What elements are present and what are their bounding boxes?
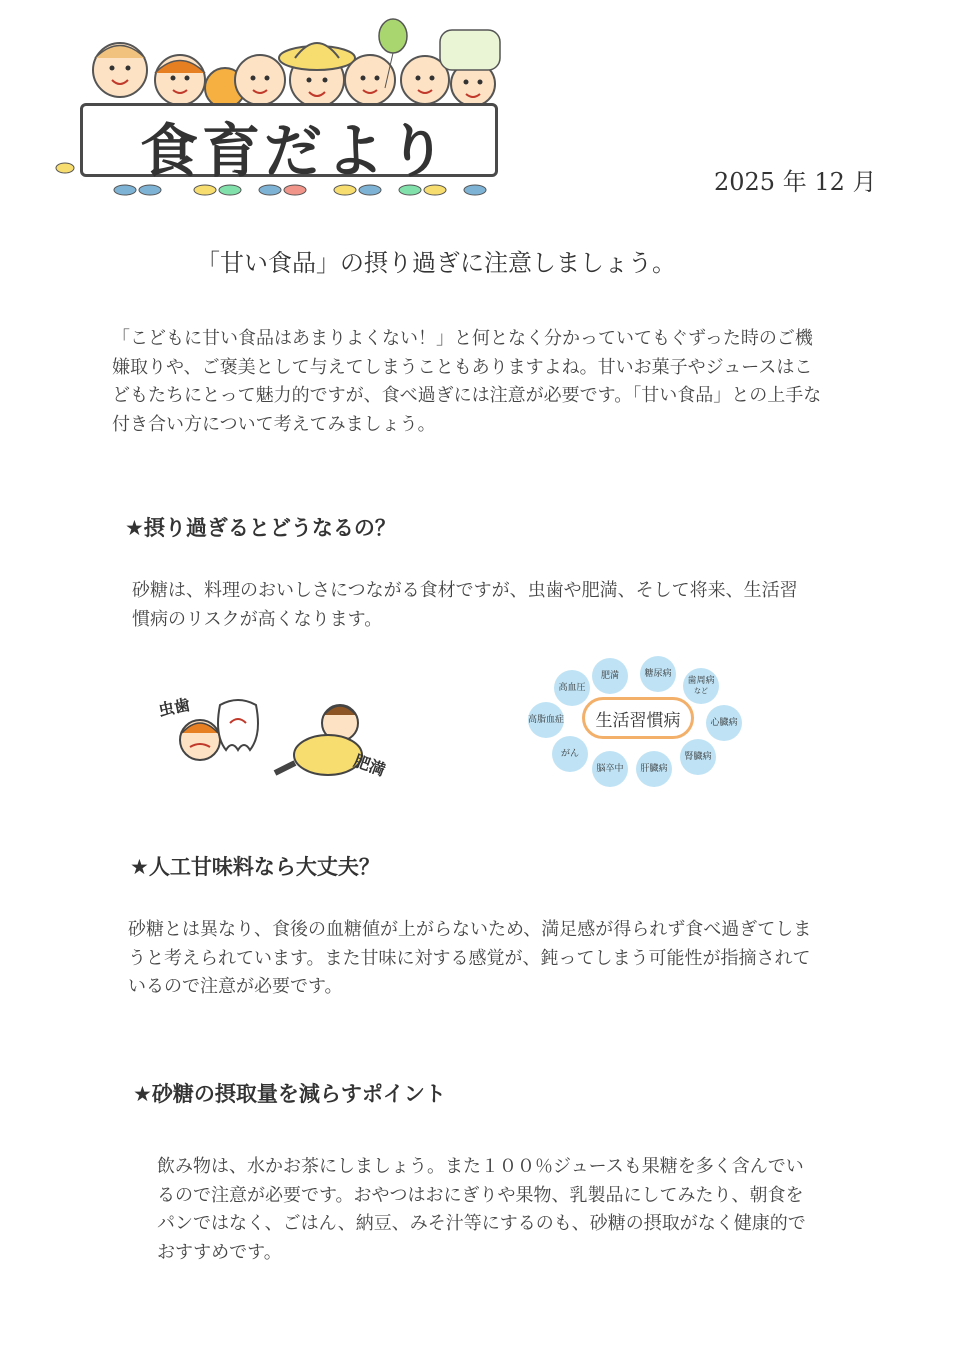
obesity-label: 肥満	[351, 751, 388, 780]
center-lifestyle-disease: 生活習慣病	[582, 697, 694, 739]
issue-date: 2025 年 12 月	[714, 168, 877, 196]
periodontal-sub: など	[694, 687, 708, 695]
bubble-stroke: 脳卒中	[592, 751, 628, 787]
bubble-liver: 肝臓病	[636, 751, 672, 787]
section-heading-artificial-sweetener: ★人工甘味料なら大丈夫？	[130, 855, 380, 879]
section-body-reduce-sugar: 飲み物は、水かお茶にしましょう。また１００％ジュースも果糖を多く含んでいるので注意が必要です。おやつはおにぎりや果物、乳製品にしてみたり、朝食をパンではなく、ごはん、納豆、みそ汁等にするのも、砂糖の摂取がなく健康的でおすすめです。	[157, 1156, 806, 1263]
bubble-lipid: 高脂血症	[528, 702, 564, 738]
cavity-label: 虫歯	[156, 694, 192, 721]
bubble-periodontal	[683, 668, 719, 704]
bubble-diabetes: 糖尿病	[640, 656, 676, 692]
bubble-obesity: 肥満	[592, 658, 628, 694]
periodontal-text: 歯周病	[687, 676, 715, 686]
newsletter-title: 食育だより	[140, 117, 451, 185]
section-body-artificial-sweetener: 砂糖とは異なり、食後の血糖値が上がらないため、満足感が得られず食べ過ぎてしまうと考えられています。また甘味に対する感覚が、鈍ってしまう可能性が指摘されているので注意が必要です。	[128, 919, 812, 997]
bubble-cancer: がん	[552, 736, 588, 772]
section-heading-overconsumption: ★摂り過ぎるとどうなるの？	[125, 516, 396, 540]
section-body-overconsumption: 砂糖は、料理のおいしさにつながる食材ですが、虫歯や肥満、そして将来、生活習慣病のリスクが高くなります。	[132, 580, 798, 630]
bubble-heart: 心臓病	[706, 705, 742, 741]
intro-paragraph: 「こどもに甘い食品はあまりよくない！」と何となく分かっていてもぐずった時のご機嫌取りや、ご褒美として与えてしまうこともありますよね。甘いお菓子やジュースはこどもたちにとって魅力的ですが、食べ過ぎには注意が必要です。「甘い食品」との上手な付き合い方について考えてみましょう。	[112, 328, 822, 435]
cavity-obesity-illustration	[150, 685, 410, 795]
bubble-kidney: 腎臓病	[680, 739, 716, 775]
lifestyle-disease-diagram	[520, 650, 760, 790]
section-heading-reduce-sugar: ★砂糖の摂取量を減らすポイント	[133, 1082, 446, 1106]
bubble-hypertension: 高血圧	[554, 670, 590, 706]
main-title: 「甘い食品」の摂り過ぎに注意しましょう。	[196, 249, 676, 277]
